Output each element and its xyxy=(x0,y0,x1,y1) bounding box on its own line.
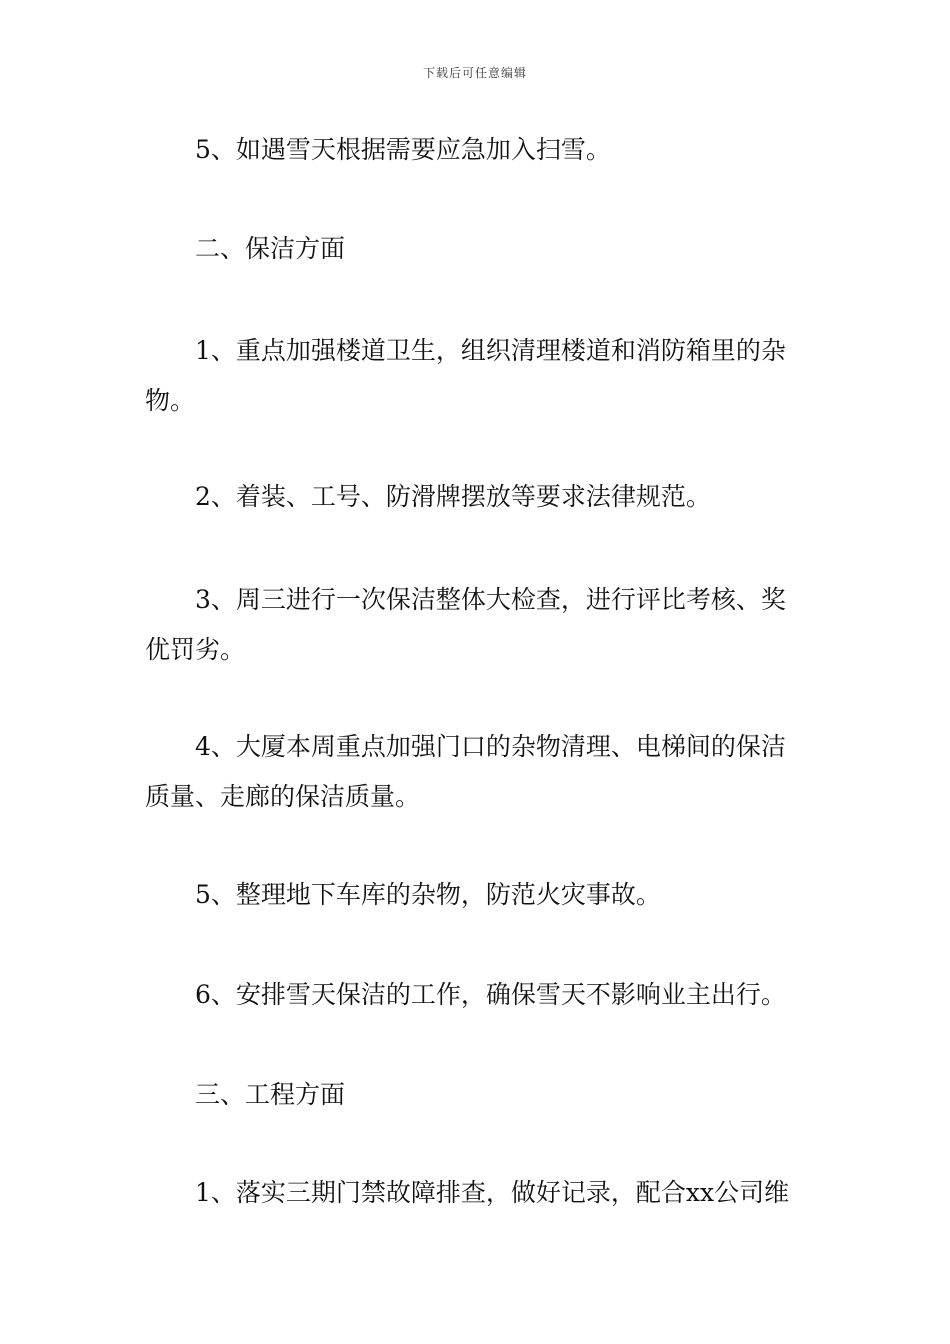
section-heading-cleaning: 二、保洁方面 xyxy=(195,234,346,263)
paragraph-access-control: 1、落实三期门禁故障排查，做好记录，配合xx公司维 xyxy=(195,1178,790,1207)
section-heading-engineering: 三、工程方面 xyxy=(195,1080,346,1109)
paragraph-building-entrance: 4、大厦本周重点加强门口的杂物清理、电梯间的保洁质量、走廊的保洁质量。 xyxy=(145,732,786,811)
paragraph-wednesday-inspection: 3、周三进行一次保洁整体大检查，进行评比考核、奖优罚劣。 xyxy=(145,585,786,664)
page-header: 下载后可任意编辑 xyxy=(422,66,527,80)
paragraph-corridor-cleaning: 1、重点加强楼道卫生，组织清理楼道和消防箱里的杂物。 xyxy=(145,336,786,415)
paragraph-garage-cleanup: 5、整理地下车库的杂物，防范火灾事故。 xyxy=(195,880,661,909)
paragraph-snow-cleaning: 6、安排雪天保洁的工作，确保雪天不影响业主出行。 xyxy=(195,980,786,1009)
paragraph-snow-emergency: 5、如遇雪天根据需要应急加入扫雪。 xyxy=(195,135,611,164)
paragraph-uniform-standards: 2、着装、工号、防滑牌摆放等要求法律规范。 xyxy=(195,482,711,511)
